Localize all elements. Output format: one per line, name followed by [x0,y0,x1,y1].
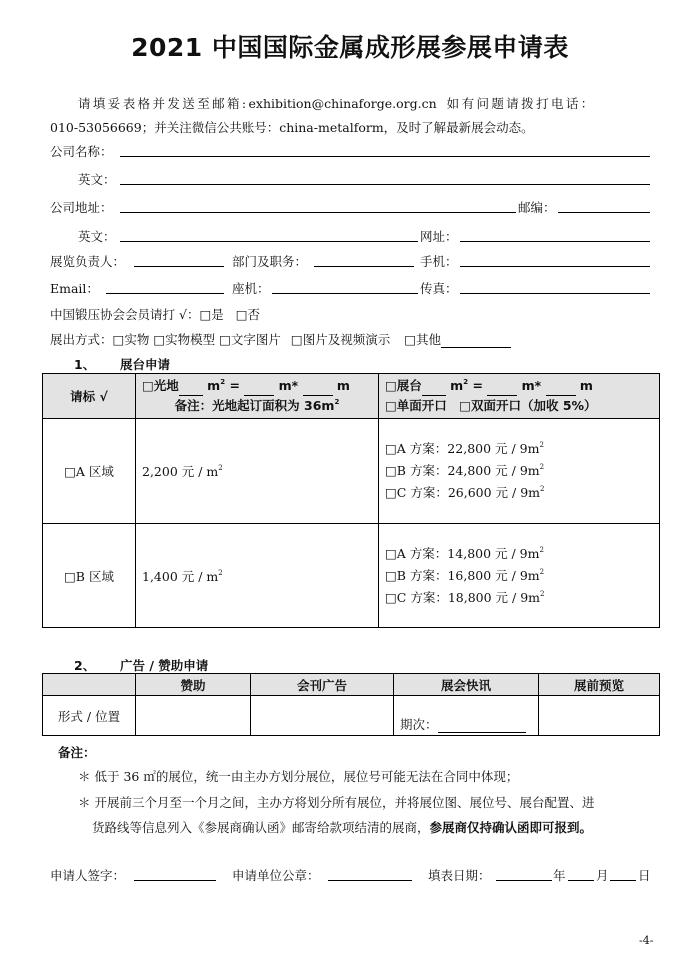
equals: = [229,378,240,393]
landline-label: 座机： [232,281,270,296]
page-title: 2021 中国国际金属成形展参展申请表 [131,33,569,62]
zone-a-checkbox[interactable]: □A 区域 [43,419,136,524]
zone-a-plans [379,419,660,524]
remark-2a: ＊ 开展前三个月至一个月之间，主办方将划分所有展位，并将展位图、展位号、展台配置、进 [78,795,595,810]
sup: 2 [539,567,545,576]
member-yes-checkbox[interactable]: □是 [199,307,224,322]
section2-number: 2、 [74,658,96,673]
manager-field[interactable] [134,266,224,267]
price-text: 2,200 元 / m [142,464,219,479]
sup: 2 [220,378,226,386]
booth-header [379,374,660,419]
raw-space-header [136,374,379,419]
company-address-label: 公司地址： [50,200,113,215]
day-field[interactable] [610,880,636,881]
equals: = [472,378,483,393]
intro-line-1 [78,94,596,112]
unit-m: m [579,378,593,393]
member-question [50,305,260,323]
year-field[interactable] [496,880,552,881]
mode-model-checkbox[interactable]: □实物模型 [153,332,216,347]
remark-1: ＊ 低于 36 ㎡的展位，统一由主办方划分展位，展位号可能无法在合同中体现； [78,769,519,784]
check-header: 请标 √ [43,374,136,419]
catalog-ad-cell[interactable] [251,696,394,736]
sponsor-col-preview: 展前预览 [539,674,660,696]
exhibit-mode-label: 展出方式： [50,332,113,347]
plan-text: □B 方案：16,800 元 / 9m [385,567,540,583]
remark-2b [92,818,592,836]
department-label: 部门及职务： [232,254,308,269]
intro-prefix: 请填妥表格并发送至邮箱: [78,96,249,111]
sup: 2 [334,398,340,406]
booth-width-field[interactable] [546,383,576,396]
exhibit-mode-row [50,330,511,348]
raw-length-field[interactable] [244,383,274,396]
sponsor-col-newsletter: 展会快讯 [394,674,539,696]
section1-title: 展台申请 [120,357,171,372]
signer-label: 申请人签字： [50,868,126,883]
sup: 2 [463,378,469,386]
month-field-pre[interactable] [568,880,594,881]
postcode-label: 邮编： [518,200,556,215]
member-no-checkbox[interactable]: □否 [235,307,261,322]
intro-email: exhibition@chinaforge.org.cn [248,96,437,111]
sup: 2 [539,545,544,554]
sponsorship-cell[interactable] [136,696,251,736]
sponsor-table [42,673,660,736]
intro-line-2: 010-53056669；并关注微信公共账号：china-metalform，及时了解最新展会动态。 [50,120,534,135]
sponsor-col-sponsorship: 赞助 [136,674,251,696]
booth-table [42,373,660,628]
zone-a-plan-a[interactable] [385,438,653,460]
mode-other-field[interactable] [441,335,511,348]
zone-b-plan-b[interactable] [385,565,653,587]
raw-space-checkbox[interactable]: □光地 [142,378,179,393]
section1-number: 1、 [74,357,96,372]
zone-a-plan-c[interactable] [385,482,653,504]
price-text: 1,400 元 / m [142,568,219,584]
signer-field[interactable] [134,880,216,881]
section2-title: 广告 / 赞助申请 [120,658,209,673]
year-label: 年 [553,868,566,883]
mode-physical-checkbox[interactable]: □实物 [112,332,150,347]
newsletter-cell[interactable] [394,696,539,736]
fax-label: 传真： [420,281,458,296]
sup: 2 [539,441,544,449]
raw-note [142,396,372,416]
sup: 2 [540,589,545,598]
mobile-label: 手机： [420,254,458,269]
page-number: -4- [639,934,654,947]
landline-field[interactable] [272,293,418,294]
english-name-field[interactable] [120,184,650,185]
zone-b-plan-a[interactable] [385,543,653,565]
sup: 2 [540,485,545,493]
department-field[interactable] [314,266,414,267]
unit-m: m [336,378,350,393]
double-open-checkbox[interactable]: □双面开口（加收 5%） [459,398,597,413]
sup: 2 [539,463,545,471]
sponsor-col-empty [43,674,136,696]
month-label: 月 [596,868,609,883]
zone-b-row [43,524,660,628]
zone-a-plan-b[interactable] [385,460,653,482]
mode-video-checkbox[interactable]: □图片及视频演示 [290,332,391,347]
english-address-field[interactable] [120,241,418,242]
opening-row [385,396,653,416]
remark-2b-text: 货路线等信息列入《参展商确认函》邮寄给款项结清的展商， [92,820,430,835]
day-label: 日 [638,868,651,883]
raw-note-text: 备注：光地起订面积为 36m [174,398,335,413]
booth-row [385,376,653,396]
fax-field[interactable] [460,293,650,294]
remark-2b-bold: 参展商仅持确认函即可报到。 [429,820,593,835]
booth-length-field[interactable] [487,383,517,396]
plan-text: □C 方案：18,800 元 / 9m [385,589,541,605]
remarks-title: 备注： [58,745,96,760]
zone-b-checkbox[interactable]: □B 区域 [43,524,136,628]
plan-text: □B 方案：24,800 元 / 9m [385,463,540,478]
intro-suffix: 如有问题请拨打电话： [446,96,596,111]
single-open-checkbox[interactable]: □单面开口 [385,398,447,413]
issue-label: 期次： [400,717,438,732]
mode-pictures-checkbox[interactable]: □文字图片 [219,332,281,347]
sponsor-col-catalog-ad: 会刊广告 [251,674,394,696]
raw-width-field[interactable] [303,383,333,396]
unit-m-star: m* [521,378,542,393]
raw-space-row [142,376,372,396]
website-label: 网址： [420,229,458,244]
zone-b-raw-price [136,524,379,628]
mode-other-checkbox[interactable]: □其他 [404,332,442,347]
date-label: 填表日期： [428,868,491,883]
issue-field[interactable] [438,720,526,733]
zone-b-plans [379,524,660,628]
mobile-field[interactable] [460,266,650,267]
zone-a-raw-price [136,419,379,524]
company-name-field[interactable] [120,156,650,157]
sup: 2 [218,464,223,472]
stamp-label: 申请单位公章： [232,868,320,883]
unit-m-star: m* [278,378,299,393]
unit-m2: m [207,378,221,393]
company-address-field[interactable] [120,212,516,213]
manager-label: 展览负责人： [50,254,126,269]
member-question-label: 中国锻压协会会员请打 √： [50,307,200,322]
postcode-field[interactable] [558,212,650,213]
english-address-label: 英文： [78,229,116,244]
unit-m2: m [450,378,464,393]
stamp-field[interactable] [328,880,412,881]
raw-area-field[interactable] [179,383,203,396]
sup: 2 [218,568,223,577]
plan-text: □A 方案：14,800 元 / 9m [385,545,540,561]
website-field[interactable] [460,241,650,242]
zone-a-row [43,419,660,524]
email-label: Email： [50,281,99,296]
email-field[interactable] [106,293,224,294]
plan-text: □A 方案：22,800 元 / 9m [385,441,540,456]
preview-cell[interactable] [539,696,660,736]
plan-text: □C 方案：26,600 元 / 9m [385,485,541,500]
booth-area-field[interactable] [422,383,446,396]
english-name-label: 英文： [78,172,116,187]
form-position-label: 形式 / 位置 [43,696,136,736]
booth-checkbox[interactable]: □展台 [385,378,422,393]
company-name-label: 公司名称： [50,144,113,159]
zone-b-plan-c[interactable] [385,587,653,609]
